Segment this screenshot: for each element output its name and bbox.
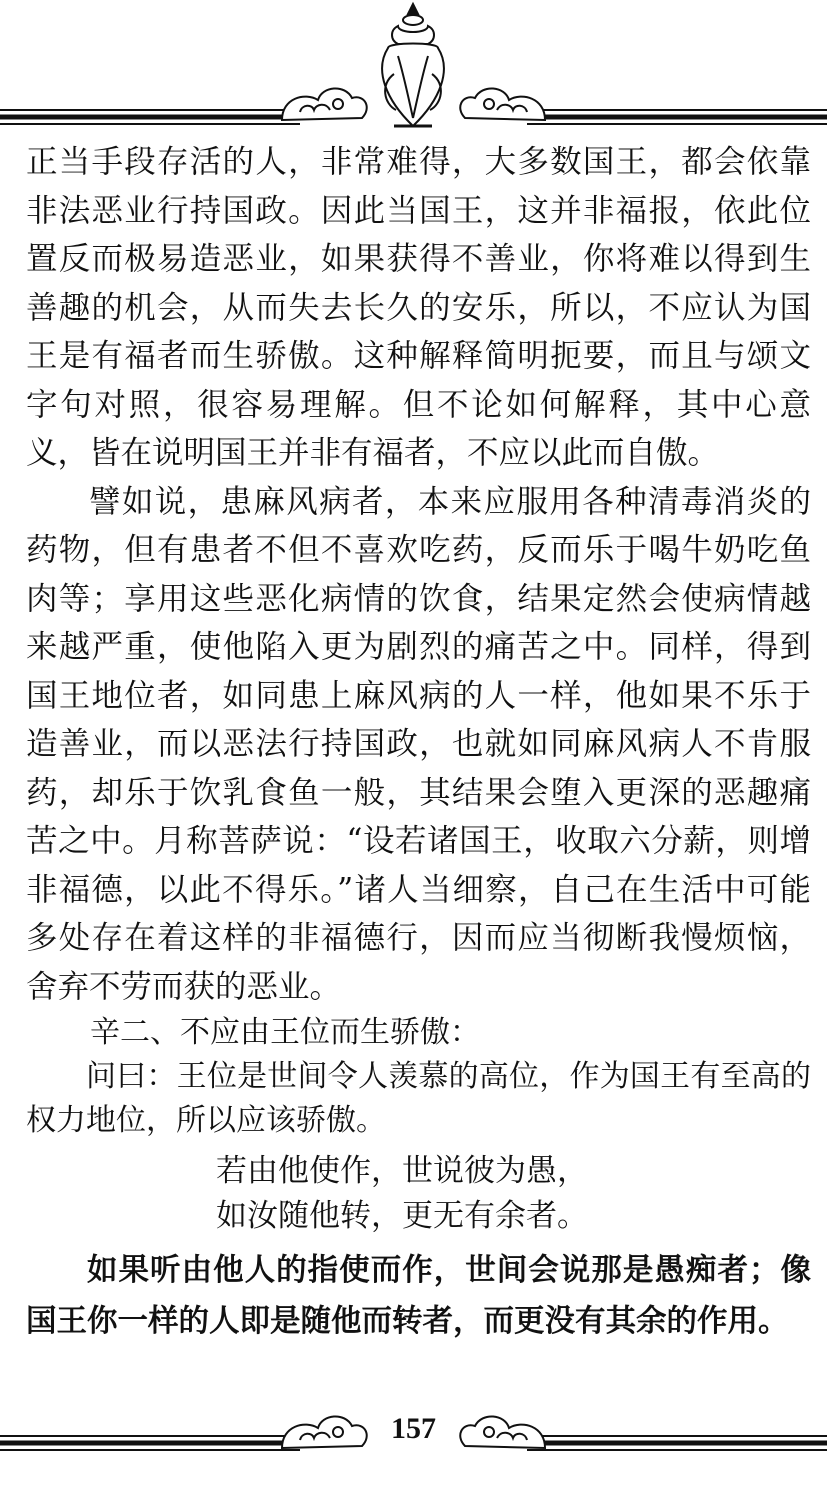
verse — [26, 1149, 811, 1239]
page-number: 157 — [391, 1412, 436, 1445]
paragraph-leprosy-analogy: 譬如说，患麻风病者，本来应服用各种清毒消炎的药物，但有患者不但不喜欢吃药，反而乐于喝牛奶吃鱼肉等；享用这些恶化病情的饮食，结果定然会使病情越来越严重，使他陷入更为剧烈的痛苦之中。同样，得到国王地位者，如同患上麻风病的人一样，他如果不乐于造善业，而以恶法行持国政，也就如同麻风病人不肯服药，却乐于饮乳食鱼一般，其结果会堕入更深的恶趣痛苦之中。月称菩萨说：“设若诸国王，收取六分薪，则增非福德，以此不得乐。”诸人当细察，自己在生活中可能多处存在着这样的非福德行，因而应当彻断我慢烦恼，舍弃不劳而获的恶业。 — [26, 483, 811, 1005]
cloud-scroll-left-icon — [282, 88, 367, 120]
verse-commentary: 如果听由他人的指使而作，世间会说那是愚痴者；像国王你一样的人即是随他而转者，而更没有其余的作用。 — [26, 1252, 811, 1339]
cloud-scroll-right-icon — [460, 88, 545, 120]
page-content — [26, 138, 811, 1347]
verse-line-1: 若由他使作，世说彼为愚， — [216, 1153, 588, 1189]
top-ornament — [0, 0, 827, 140]
treasure-vase-icon — [382, 4, 444, 126]
question-paragraph: 问曰：王位是世间令人羡慕的高位，作为国王有至高的权力地位，所以应该骄傲。 — [26, 1059, 811, 1138]
verse-line-2: 如汝随他转，更无有余者。 — [216, 1198, 588, 1234]
paragraph-continued: 正当手段存活的人，非常难得，大多数国王，都会依靠非法恶业行持国政。因此当国王，这并非福报，依此位置反而极易造恶业，如果获得不善业，你将难以得到生善趣的机会，从而失去长久的安乐，所以，不应认为国王是有福者而生骄傲。这种解释简明扼要，而且与颂文字句对照，很容易理解。但不论如何解释，其中心意义，皆在说明国王并非有福者，不应以此而自傲。 — [26, 144, 811, 471]
section-heading: 辛二、不应由王位而生骄傲： — [90, 1015, 480, 1050]
